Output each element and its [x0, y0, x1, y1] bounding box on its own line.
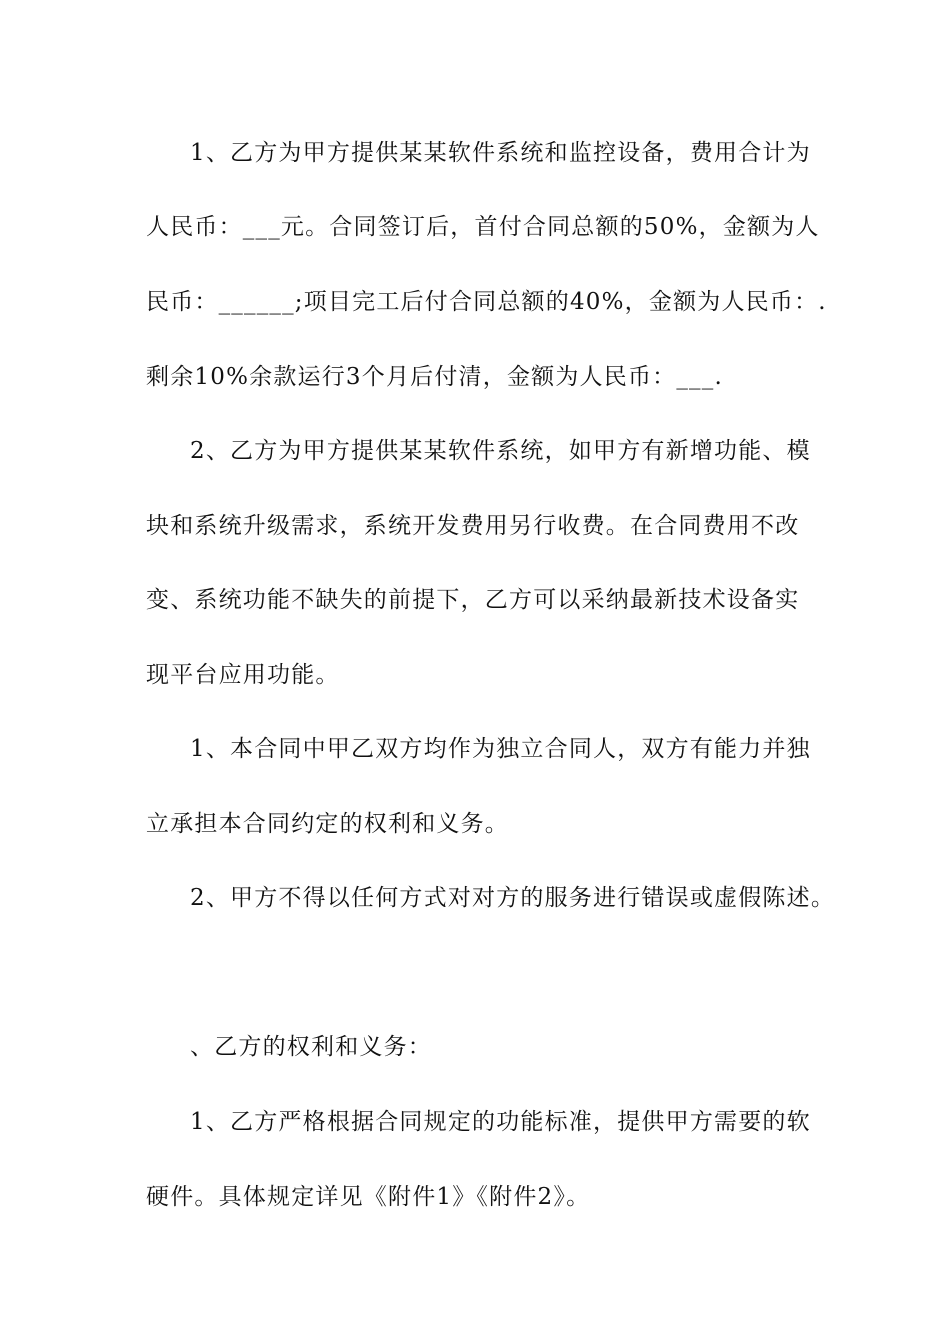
paragraph-line-12: 1、乙方严格根据合同规定的功能标准，提供甲方需要的软 — [190, 1109, 811, 1135]
paragraph-line-13: 硬件。具体规定详见《附件1》《附件2》。 — [146, 1184, 591, 1210]
paragraph-line-9: 1、本合同中甲乙双方均作为独立合同人，双方有能力并独 — [190, 736, 811, 762]
section-heading: 、乙方的权利和义务： — [190, 1034, 432, 1060]
paragraph-line-3: 民币：______;项目完工后付合同总额的40%，金额为人民币：. — [146, 289, 827, 315]
paragraph-line-11: 2、甲方不得以任何方式对对方的服务进行错误或虚假陈述。 — [190, 885, 836, 911]
paragraph-line-6: 块和系统升级需求，系统开发费用另行收费。在合同费用不改 — [146, 513, 800, 539]
paragraph-line-4: 剩余10%余款运行3个月后付清，金额为人民币：___. — [146, 364, 723, 390]
paragraph-line-2: 人民币：___元。合同签订后，首付合同总额的50%，金额为人 — [146, 214, 820, 240]
paragraph-line-1: 1、乙方为甲方提供某某软件系统和监控设备，费用合计为 — [190, 140, 811, 166]
paragraph-line-8: 现平台应用功能。 — [146, 662, 340, 688]
paragraph-line-10: 立承担本合同约定的权利和义务。 — [146, 811, 509, 837]
paragraph-line-5: 2、乙方为甲方提供某某软件系统，如甲方有新增功能、模 — [190, 438, 811, 464]
paragraph-line-7: 变、系统功能不缺失的前提下，乙方可以采纳最新技术设备实 — [146, 587, 800, 613]
